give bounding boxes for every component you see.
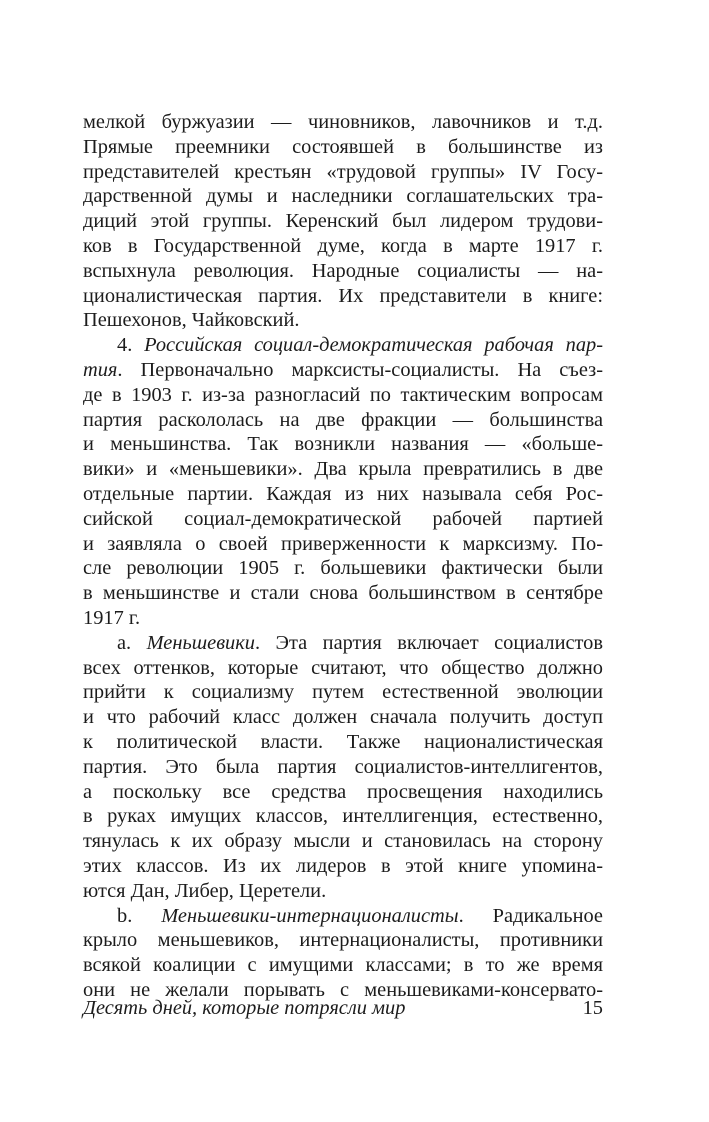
text-line	[83, 160, 603, 185]
text-line	[83, 284, 603, 309]
text-span: мелкой буржуазии — чиновников, лавочников и т.д.	[83, 111, 603, 133]
text-span: крыло меньшевиков, интернационалисты, противники	[83, 929, 603, 952]
text-span: партия раскололась на две фракции — большинства	[83, 408, 603, 431]
text-line	[83, 457, 603, 482]
text-span: . Первоначально марксисты-социалисты. На съез-	[117, 358, 603, 381]
text-span: ются Дан, Либер, Церетели.	[83, 879, 327, 902]
text-span: и что рабочий класс должен сначала получить доступ	[83, 706, 603, 729]
text-line	[83, 234, 603, 259]
text-line	[83, 631, 603, 656]
text-line	[83, 928, 603, 953]
running-title: Десять дней, которые потрясли мир	[83, 997, 406, 1019]
text-span: де в 1903 г. из-за разногласий по тактическим вопросам	[83, 383, 603, 406]
text-line	[83, 482, 603, 507]
text-span: a.	[117, 631, 147, 654]
text-line	[83, 383, 603, 408]
text-line	[83, 333, 603, 358]
text-span: ков в Государственной думе, когда в марте 1917 г.	[83, 234, 603, 257]
text-span: тянулась к их образу мысли и становилась на сторону	[83, 830, 603, 853]
text-span: в руках имущих классов, интеллигенция, естественно,	[83, 805, 603, 828]
text-span: они не желали порывать с меньшевиками-консервато-	[83, 978, 603, 1001]
text-span: всех оттенков, которые считают, что общество должно	[83, 656, 603, 679]
text-span: b.	[117, 904, 162, 927]
text-line	[83, 680, 603, 705]
text-line	[83, 507, 603, 532]
text-span: и меньшинства. Так возникли названия — «больше-	[83, 433, 603, 456]
text-line	[83, 259, 603, 284]
text-line	[83, 308, 603, 333]
text-line	[83, 606, 603, 631]
text-span: представителей крестьян «трудовой группы» IV Госу-	[83, 160, 603, 183]
text-line	[83, 730, 603, 755]
text-line	[83, 209, 603, 234]
italic-text: Меньшевики	[146, 631, 255, 654]
text-line	[83, 829, 603, 854]
text-span: . Радикальное	[458, 904, 603, 927]
text-span: партия. Это была партия социалистов-интеллигентов,	[83, 755, 603, 778]
text-span: 4.	[117, 334, 145, 357]
text-line	[83, 358, 603, 383]
italic-text: Меньшевики-интернационалисты	[161, 904, 459, 927]
italic-text: Российская социал-демократическая рабочая пар-	[144, 334, 603, 357]
text-line	[83, 854, 603, 879]
text-span: 1917 г.	[83, 606, 141, 629]
text-line	[83, 581, 603, 606]
text-line	[83, 408, 603, 433]
text-line	[83, 656, 603, 681]
text-span: к политической власти. Также националистическая	[83, 730, 603, 753]
text-line	[83, 532, 603, 557]
page-number: 15	[582, 997, 603, 1019]
text-span: прийти к социализму путем естественной эволюции	[83, 681, 603, 704]
text-line	[83, 953, 603, 978]
text-span: этих классов. Из их лидеров в этой книге упомина-	[83, 854, 603, 877]
page-footer	[83, 997, 603, 1021]
text-line	[83, 556, 603, 581]
text-span: а поскольку все средства просвещения находились	[83, 780, 603, 803]
text-span: Пешехонов, Чайковский.	[83, 309, 300, 332]
text-span: отдельные партии. Каждая из них называла себя Рос-	[83, 482, 603, 505]
text-line	[83, 879, 603, 904]
text-line	[83, 110, 603, 135]
text-span: вспыхнула революция. Народные социалисты — на-	[83, 259, 603, 282]
text-span: ционалистическая партия. Их представители в книге:	[83, 284, 603, 307]
text-line	[83, 184, 603, 209]
body-text	[83, 110, 603, 1003]
text-line	[83, 135, 603, 160]
text-span: сле революции 1905 г. большевики фактически были	[83, 557, 603, 580]
text-line	[83, 780, 603, 805]
text-span: и заявляла о своей приверженности к марксизму. По-	[83, 532, 603, 555]
text-span: дарственной думы и наследники соглашательских тра-	[83, 185, 603, 208]
text-span: в меньшинстве и стали снова большинством в сентябре	[83, 582, 603, 605]
text-line	[83, 755, 603, 780]
text-span: сийской социал-демократической рабочей партией	[83, 507, 603, 530]
text-line	[83, 804, 603, 829]
text-line	[83, 432, 603, 457]
text-span: вики» и «меньшевики». Два крыла превратились в две	[83, 458, 603, 481]
text-span: . Эта партия включает социалистов	[254, 631, 603, 654]
text-span: диций этой группы. Керенский был лидером трудови-	[83, 210, 603, 233]
text-span: Прямые преемники состоявшей в большинстве из	[83, 135, 603, 158]
text-span: всякой коалиции с имущими классами; в то же время	[83, 954, 603, 977]
text-line	[83, 705, 603, 730]
text-line	[83, 904, 603, 929]
italic-text: тия	[83, 358, 118, 381]
